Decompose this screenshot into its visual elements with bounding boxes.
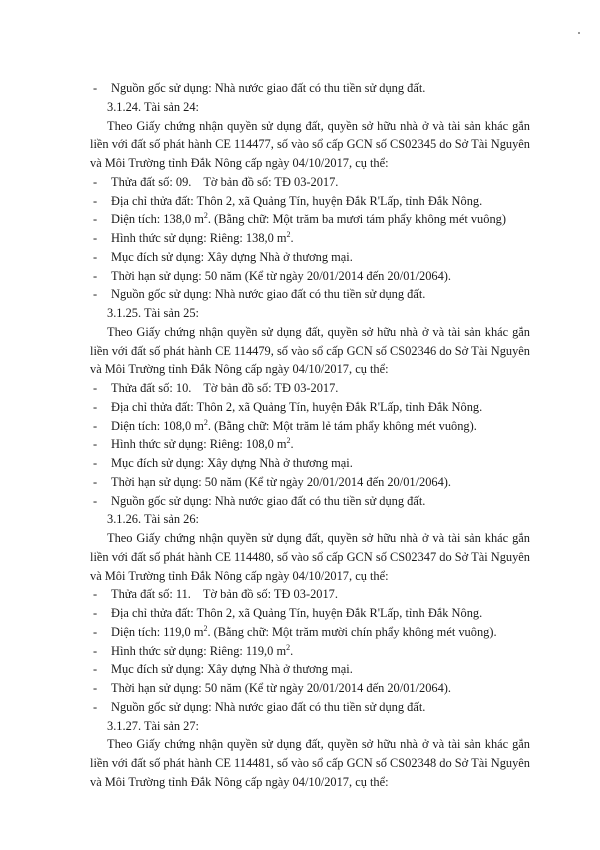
dash-marker: - xyxy=(93,193,98,208)
dash-marker: - xyxy=(93,456,98,470)
dash-marker: - xyxy=(93,624,98,639)
asset-25-term: - Thời hạn sử dụng: 50 năm (Kể từ ngày 20/01/2014 đến 20/01/2064). xyxy=(90,473,530,492)
asset-27-heading: 3.1.27. Tài sản 27: xyxy=(107,718,200,733)
dash-marker: - xyxy=(93,81,98,95)
asset-27-para-line-1: Theo Giấy chứng nhận quyền sử dụng đất, quyền sở hữu nhà ở và tài sản khác gắn xyxy=(107,737,530,752)
dash-marker: - xyxy=(93,474,98,489)
dash-marker: - xyxy=(93,587,98,602)
dash-marker: - xyxy=(93,174,98,189)
dash-marker: - xyxy=(93,287,98,302)
asset-25-area: - Diện tích: 108,0 $m^2$. (Bằng chữ: Một trăm lẻ tám phẩy không mét vuông). xyxy=(90,417,530,436)
asset-24-term: - Thời hạn sử dụng: 50 năm (Kể từ ngày 20/01/2014 đến 20/01/2064). xyxy=(90,267,530,286)
asset-26-para-line-3: và Môi Trường tỉnh Đắk Nông cấp ngày 04/10/2017, cụ thể: xyxy=(90,568,389,583)
asset-25-plot: - Thửa đất số: 10. Tờ bản đồ số: TĐ 03-2017. xyxy=(90,379,530,398)
asset-24-para-line-3: và Môi Trường tỉnh Đắk Nông cấp ngày 04/10/2017, cụ thể: xyxy=(90,156,389,170)
asset-26-para-line-1: Theo Giấy chứng nhận quyền sử dụng đất, quyền sở hữu nhà ở và tài sản khác gắn xyxy=(107,531,530,545)
asset-24-plot: - Thửa đất số: 09. Tờ bản đồ số: TĐ 03-2017. xyxy=(90,173,530,192)
dash-marker: - xyxy=(93,381,98,395)
asset-24-address: - Địa chỉ thửa đất: Thôn 2, xã Quảng Tín, huyện Đắk R'Lấp, tỉnh Đắk Nông. xyxy=(90,192,530,211)
asset-26-origin: - Nguồn gốc sử dụng: Nhà nước giao đất có thu tiền sử dụng đất. xyxy=(90,698,530,717)
asset-25-origin: - Nguồn gốc sử dụng: Nhà nước giao đất có thu tiền sử dụng đất. xyxy=(90,492,530,511)
dash-marker: - xyxy=(93,231,98,245)
asset-26-area: - Diện tích: 119,0 $m^2$. (Bằng chữ: Một trăm mười chín phẩy không mét vuông). xyxy=(90,623,530,642)
asset-27-para-line-3: và Môi Trường tỉnh Đắk Nông cấp ngày 04/10/2017, cụ thể: xyxy=(90,774,389,789)
asset-24-heading: 3.1.24. Tài sản 24: xyxy=(107,99,200,114)
asset-24-purpose: - Mục đích sử dụng: Xây dựng Nhà ở thương mại. xyxy=(90,248,530,267)
dash-marker: - xyxy=(93,437,98,452)
asset-26-para-line-2: liền với đất số phát hành CE 114480, số vào sổ cấp GCN số CS02347 do Sở Tài Nguyên xyxy=(90,549,530,564)
asset-24-para-line-1: Theo Giấy chứng nhận quyền sử dụng đất, quyền sở hữu nhà ở và tài sản khác gắn xyxy=(107,118,530,133)
scan-speck xyxy=(578,32,580,34)
dash-marker: - xyxy=(93,681,98,695)
asset-26-heading: 3.1.26. Tài sản 26: xyxy=(107,512,200,527)
asset-25-heading: 3.1.25. Tài sản 25: xyxy=(107,306,200,320)
asset-27-para-line-2: liền với đất số phát hành CE 114481, số vào sổ cấp GCN số CS02348 do Sở Tài Nguyên xyxy=(90,756,530,770)
dash-marker: - xyxy=(93,418,98,433)
dash-marker: - xyxy=(93,699,98,714)
asset-26-plot: - Thửa đất số: 11. Tờ bản đồ số: TĐ 03-2017. xyxy=(90,585,530,604)
dash-marker: - xyxy=(93,399,98,414)
dash-marker: - xyxy=(93,662,98,677)
asset-25-form: - Hình thức sử dụng: Riêng: 108,0 $m^2$. xyxy=(90,435,530,454)
asset-24-origin: - Nguồn gốc sử dụng: Nhà nước giao đất có thu tiền sử dụng đất. xyxy=(90,285,530,304)
asset-26-term: - Thời hạn sử dụng: 50 năm (Kể từ ngày 20/01/2014 đến 20/01/2064). xyxy=(90,679,530,698)
asset-24-area: - Diện tích: 138,0 $m^2$. (Bằng chữ: Một trăm ba mươi tám phẩy không mét vuông) xyxy=(90,210,530,229)
dash-marker: - xyxy=(93,643,98,658)
asset-25-para-line-3: và Môi Trường tỉnh Đắk Nông cấp ngày 04/10/2017, cụ thể: xyxy=(90,362,389,377)
dash-marker: - xyxy=(93,249,98,264)
dash-marker: - xyxy=(93,268,98,283)
dash-marker: - xyxy=(93,606,98,620)
dash-marker: - xyxy=(93,493,98,508)
asset-25-para-line-1: Theo Giấy chứng nhận quyền sử dụng đất, quyền sở hữu nhà ở và tài sản khác gắn xyxy=(107,324,530,339)
asset-26-form: - Hình thức sử dụng: Riêng: 119,0 $m^2$. xyxy=(90,642,530,661)
document-body xyxy=(90,79,530,792)
asset-26-purpose: - Mục đích sử dụng: Xây dựng Nhà ở thương mại. xyxy=(90,660,530,679)
asset-26-address: - Địa chỉ thửa đất: Thôn 2, xã Quảng Tín, huyện Đắk R'Lấp, tỉnh Đắk Nông. xyxy=(90,604,530,623)
bullet-origin-23: - Nguồn gốc sử dụng: Nhà nước giao đất có thu tiền sử dụng đất. xyxy=(90,79,530,98)
dash-marker: - xyxy=(93,212,98,227)
asset-24-para-line-2: liền với đất số phát hành CE 114477, số vào sổ cấp GCN số CS02345 do Sở Tài Nguyên xyxy=(90,137,530,152)
asset-25-para-line-2: liền với đất số phát hành CE 114479, số vào sổ cấp GCN số CS02346 do Sở Tài Nguyên xyxy=(90,343,530,358)
asset-25-purpose: - Mục đích sử dụng: Xây dựng Nhà ở thương mại. xyxy=(90,454,530,473)
asset-24-form: - Hình thức sử dụng: Riêng: 138,0 $m^2$. xyxy=(90,229,530,248)
asset-25-address: - Địa chỉ thửa đất: Thôn 2, xã Quảng Tín, huyện Đắk R'Lấp, tỉnh Đắk Nông. xyxy=(90,398,530,417)
